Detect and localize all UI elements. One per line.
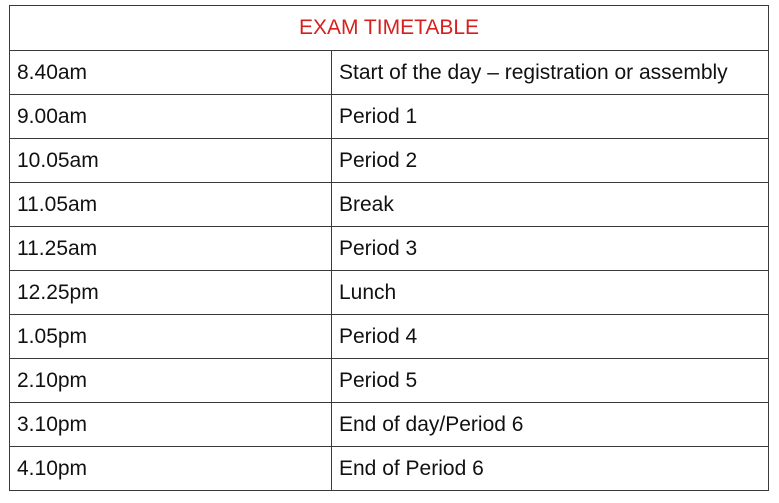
table-row <box>10 227 769 271</box>
table-row <box>10 95 769 139</box>
table-row <box>10 271 769 315</box>
event-cell: Start of the day – registration or assembly <box>332 51 769 95</box>
table-row <box>10 315 769 359</box>
event-cell: Period 2 <box>332 139 769 183</box>
time-cell: 11.05am <box>10 183 332 227</box>
table-row <box>10 403 769 447</box>
event-cell: Period 5 <box>332 359 769 403</box>
time-cell: 12.25pm <box>10 271 332 315</box>
event-cell: Period 4 <box>332 315 769 359</box>
time-cell: 1.05pm <box>10 315 332 359</box>
title-row <box>10 6 769 51</box>
event-cell: Break <box>332 183 769 227</box>
exam-timetable <box>9 5 769 491</box>
table-row <box>10 447 769 491</box>
event-cell: Lunch <box>332 271 769 315</box>
event-cell: End of Period 6 <box>332 447 769 491</box>
event-cell: Period 1 <box>332 95 769 139</box>
time-cell: 8.40am <box>10 51 332 95</box>
time-cell: 11.25am <box>10 227 332 271</box>
timetable-title: EXAM TIMETABLE <box>10 6 769 51</box>
time-cell: 2.10pm <box>10 359 332 403</box>
time-cell: 10.05am <box>10 139 332 183</box>
table-row <box>10 51 769 95</box>
table-row <box>10 359 769 403</box>
table-row <box>10 183 769 227</box>
time-cell: 4.10pm <box>10 447 332 491</box>
time-cell: 3.10pm <box>10 403 332 447</box>
timetable-container <box>9 5 768 491</box>
event-cell: Period 3 <box>332 227 769 271</box>
event-cell: End of day/Period 6 <box>332 403 769 447</box>
table-row <box>10 139 769 183</box>
time-cell: 9.00am <box>10 95 332 139</box>
